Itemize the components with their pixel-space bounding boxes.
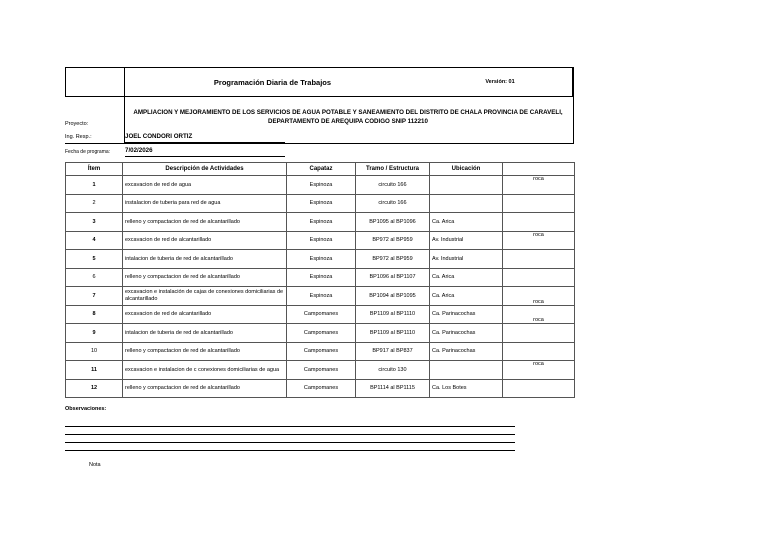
header-ubicacion: Ubicación	[430, 163, 503, 176]
fecha-value: 7/02/2026	[125, 147, 285, 157]
row-item: 3	[66, 213, 123, 232]
row-item: 8	[66, 305, 123, 324]
logo-cell	[65, 67, 125, 143]
table-row	[66, 231, 575, 250]
header-divider	[65, 143, 574, 144]
observation-line	[65, 442, 515, 443]
row-observacion-roca	[503, 268, 575, 287]
row-tramo: BP1095 al BP1096	[356, 213, 430, 232]
row-ubicacion	[430, 176, 503, 195]
row-capataz: Espinoza	[287, 194, 356, 213]
row-observacion-roca	[503, 379, 575, 398]
row-capataz: Campomanes	[287, 305, 356, 324]
header-right-border	[573, 67, 574, 143]
row-tramo: BP972 al BP959	[356, 250, 430, 269]
row-item: 10	[66, 342, 123, 361]
row-observacion-roca: roca	[503, 287, 575, 306]
table-row	[66, 268, 575, 287]
row-description: excavacion de red de alcantarillado	[123, 231, 287, 250]
row-capataz: Campomanes	[287, 342, 356, 361]
row-tramo: BP1096 al BP1107	[356, 268, 430, 287]
ing-label: Ing. Resp.:	[65, 134, 92, 140]
row-description: intalacion de tuberia de red de alcantarillado	[123, 250, 287, 269]
header-capataz: Capataz	[287, 163, 356, 176]
row-observacion-roca	[503, 213, 575, 232]
header-descripcion: Descripción de Actividades	[123, 163, 287, 176]
header-tramo: Tramo / Estructura	[356, 163, 430, 176]
row-ubicacion: Ca. Parinacochas	[430, 324, 503, 343]
row-item: 2	[66, 194, 123, 213]
row-description: relleno y compactacion de red de alcantarillado	[123, 213, 287, 232]
row-tramo: BP917 al BP837	[356, 342, 430, 361]
version-label: Versión: 01	[485, 79, 515, 85]
row-ubicacion: Ca. Parinacochas	[430, 305, 503, 324]
table-row	[66, 176, 575, 195]
row-ubicacion: Ca. Parinacochas	[430, 342, 503, 361]
row-capataz: Campomanes	[287, 361, 356, 380]
table-row	[66, 379, 575, 398]
row-item: 12	[66, 379, 123, 398]
row-capataz: Espinoza	[287, 250, 356, 269]
row-ubicacion: Ca. Los Botes	[430, 379, 503, 398]
row-tramo: BP972 al BP959	[356, 231, 430, 250]
row-capataz: Campomanes	[287, 324, 356, 343]
table-row	[66, 213, 575, 232]
header-item: Ítem	[66, 163, 123, 176]
table-row	[66, 194, 575, 213]
row-ubicacion: Av. Industrial	[430, 250, 503, 269]
row-item: 1	[66, 176, 123, 195]
row-item: 5	[66, 250, 123, 269]
row-capataz: Espinoza	[287, 268, 356, 287]
table-row	[66, 250, 575, 269]
row-observacion-roca	[503, 342, 575, 361]
row-observacion-roca	[503, 324, 575, 343]
row-tramo: circuito 130	[356, 361, 430, 380]
row-capataz: Espinoza	[287, 287, 356, 306]
table-header-row	[66, 163, 575, 176]
table-row	[66, 342, 575, 361]
proyecto-label: Proyecto:	[65, 121, 89, 127]
row-observacion-roca	[503, 250, 575, 269]
row-observacion-roca: roca	[503, 305, 575, 324]
ing-value: JOEL CONDORI ORTIZ	[125, 133, 285, 143]
row-description: excavacion de red de alcantarillado	[123, 305, 287, 324]
row-capataz: Espinoza	[287, 231, 356, 250]
row-item: 9	[66, 324, 123, 343]
nota-label: Nota	[89, 462, 101, 468]
observaciones-label: Observaciones:	[65, 406, 107, 412]
project-title: AMPLIACION Y MEJORAMIENTO DE LOS SERVICIOS DE AGUA POTABLE Y SANEAMIENTO DEL DISTRITO DE CHALA PROVINCIA DE CARAVELI, DEPARTAMENTO DE AREQUIPA CODIGO SNIP 112210	[133, 109, 563, 125]
row-ubicacion	[430, 194, 503, 213]
row-ubicacion: Av. Industrial	[430, 231, 503, 250]
row-tramo: circuito 166	[356, 176, 430, 195]
row-tramo: BP1094 al BP1095	[356, 287, 430, 306]
row-observacion-roca	[503, 194, 575, 213]
table-row	[66, 361, 575, 380]
row-tramo: BP1114 al BP1115	[356, 379, 430, 398]
observation-line	[65, 450, 515, 451]
table-row	[66, 324, 575, 343]
row-description: excavacion e instalación de cajas de conexiones domiciliarias de alcantarillado	[123, 287, 287, 306]
row-observacion-roca: roca	[503, 231, 575, 250]
row-ubicacion: Ca. Arica	[430, 268, 503, 287]
row-observacion-roca: roca	[503, 176, 575, 195]
row-description: relleno y compactacion de red de alcantarillado	[123, 379, 287, 398]
row-description: relleno y compactacion de red de alcantarillado	[123, 342, 287, 361]
row-tramo: BP1109 al BP1110	[356, 305, 430, 324]
row-ubicacion: Ca. Arica	[430, 287, 503, 306]
row-capataz: Campomanes	[287, 379, 356, 398]
row-description: relleno y compactacion de red de alcantarillado	[123, 268, 287, 287]
row-capataz: Espinoza	[287, 176, 356, 195]
header-extra	[503, 163, 575, 176]
observation-line	[65, 426, 515, 427]
row-description: excavacion de red de agua	[123, 176, 287, 195]
row-description: instalacion de tuberia para red de agua	[123, 194, 287, 213]
row-item: 7	[66, 287, 123, 306]
row-tramo: BP1109 al BP1110	[356, 324, 430, 343]
row-item: 11	[66, 361, 123, 380]
document-title: Programación Diaria de Trabajos	[213, 78, 332, 87]
row-ubicacion: Ca. Arica	[430, 213, 503, 232]
activities-table	[65, 162, 575, 398]
table-row	[66, 305, 575, 324]
row-observacion-roca: roca	[503, 361, 575, 380]
row-item: 6	[66, 268, 123, 287]
observation-line	[65, 434, 515, 435]
row-tramo: circuito 166	[356, 194, 430, 213]
fecha-label: Fecha de programa:	[65, 149, 111, 155]
row-description: excavacion e instalacion de c conexiones domiciliarias de agua	[123, 361, 287, 380]
row-ubicacion	[430, 361, 503, 380]
row-capataz: Espinoza	[287, 213, 356, 232]
table-row	[66, 287, 575, 306]
row-item: 4	[66, 231, 123, 250]
row-description: intalacion de tuberia de red de alcantarillado	[123, 324, 287, 343]
